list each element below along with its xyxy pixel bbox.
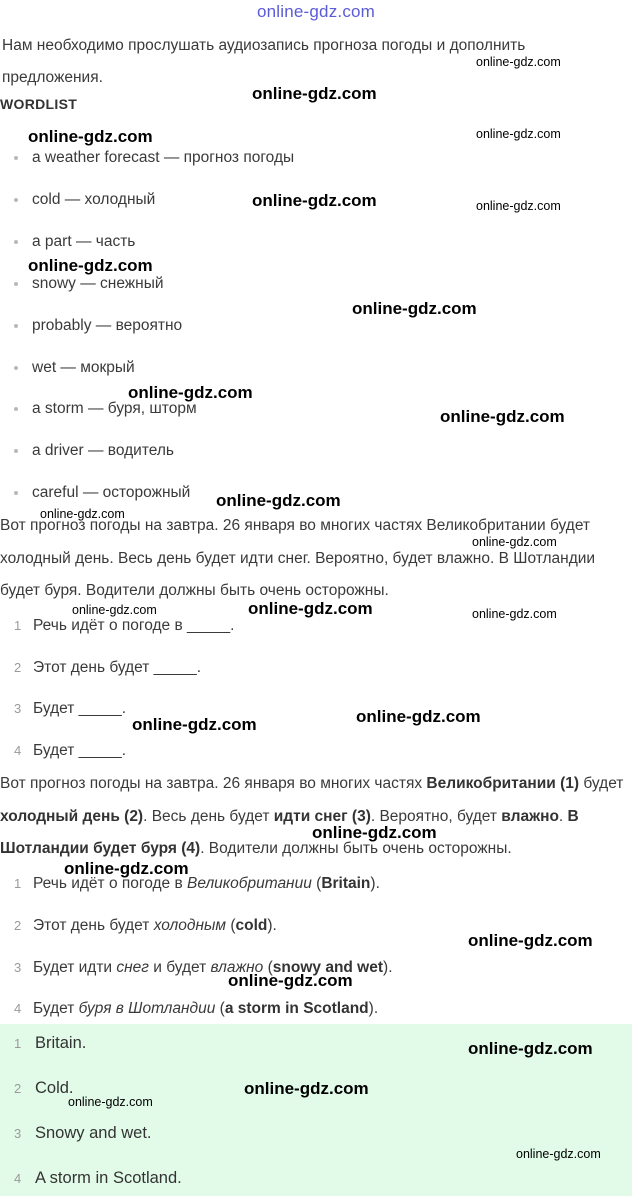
watermark: online-gdz.com — [64, 859, 189, 878]
intro-text: Нам необходимо прослушать аудиозапись прогноза погоды и дополнить предложения. — [2, 37, 526, 86]
watermark: online-gdz.com — [472, 535, 557, 549]
explanation-text: Вот прогноз погоды на завтра. 26 января во многих частях Великобритании (1) будет холодный день (2). Весь день будет идти снег (3). Вероятно, будет влажно. В Шотландии будет буря (4). Водители должны быть очень осторожны. — [0, 775, 624, 857]
question-text: Речь идёт о погоде в _____. — [33, 617, 235, 634]
wordlist-item-text: probably — вероятно — [32, 317, 183, 334]
solved-item: 1 Речь идёт о погоде в Великобритании (Britain). — [14, 875, 380, 892]
watermark: online-gdz.com — [468, 931, 593, 950]
question-number: 2 — [14, 660, 22, 675]
bullet-icon — [14, 282, 18, 286]
bullet-icon — [14, 240, 18, 244]
solved-item: 3 Будет идти снег и будет влажно (snowy and wet). — [14, 959, 393, 976]
wordlist-item — [14, 275, 164, 293]
watermark: online-gdz.com — [252, 191, 377, 210]
wordlist-item — [14, 317, 182, 335]
wordlist-title: WORDLIST — [0, 96, 78, 112]
wordlist-item-text: a part — часть — [32, 233, 136, 250]
watermark: online-gdz.com — [472, 607, 557, 621]
watermark: online-gdz.com — [132, 715, 257, 734]
watermark: online-gdz.com — [352, 299, 477, 318]
question-item — [14, 700, 126, 718]
wordlist-item-text: wet — мокрый — [32, 359, 135, 376]
wordlist-item — [14, 359, 135, 377]
question-number: 3 — [14, 701, 22, 716]
bullet-icon — [14, 491, 18, 495]
watermark: online-gdz.com — [516, 1147, 601, 1161]
forecast-text: Вот прогноз погоды на завтра. 26 января во многих частях Великобритании будет холодный день. Весь день будет идти снег. Вероятно, будет влажно. В Шотландии будет буря. Водители должны быть очень осторожны. — [0, 517, 596, 599]
watermark: online-gdz.com — [476, 55, 561, 69]
watermark: online-gdz.com — [40, 507, 125, 521]
watermark: online-gdz.com — [68, 1095, 153, 1109]
header-watermark: online-gdz.com — [256, 2, 376, 21]
wordlist-item — [14, 149, 294, 167]
wordlist-item — [14, 442, 174, 460]
watermark: online-gdz.com — [128, 383, 253, 402]
wordlist-item-text: a weather forecast — прогноз погоды — [32, 149, 295, 166]
wordlist-item — [14, 233, 135, 251]
question-item — [14, 617, 234, 635]
question-text: Будет _____. — [33, 700, 127, 717]
watermark: online-gdz.com — [468, 1039, 593, 1058]
bullet-icon — [14, 156, 18, 160]
wordlist-item — [14, 191, 155, 209]
watermark: online-gdz.com — [244, 1079, 369, 1098]
question-text: Этот день будет _____. — [33, 659, 202, 676]
watermark: online-gdz.com — [228, 971, 353, 990]
watermark: online-gdz.com — [72, 603, 157, 617]
wordlist-item-text: a driver — водитель — [32, 442, 174, 459]
bullet-icon — [14, 198, 18, 202]
answer-item: 2 Cold. — [14, 1079, 74, 1097]
wordlist-item-text: careful — осторожный — [32, 484, 191, 501]
watermark: online-gdz.com — [28, 256, 153, 275]
wordlist-item-text: snowy — снежный — [32, 275, 164, 292]
watermark: online-gdz.com — [216, 491, 341, 510]
question-number: 4 — [14, 743, 22, 758]
answer-item: 4 A storm in Scotland. — [14, 1169, 182, 1187]
watermark: online-gdz.com — [312, 823, 437, 842]
watermark: online-gdz.com — [248, 599, 373, 618]
watermark: online-gdz.com — [476, 127, 561, 141]
wordlist-item-text: cold — холодный — [32, 191, 156, 208]
bullet-icon — [14, 324, 18, 328]
question-text: Будет _____. — [33, 742, 127, 759]
watermark: online-gdz.com — [252, 84, 377, 103]
question-item — [14, 742, 126, 760]
watermark: online-gdz.com — [28, 127, 153, 146]
bullet-icon — [14, 449, 18, 453]
solved-item: 4 Будет буря в Шотландии (a storm in Scotland). — [14, 1000, 379, 1017]
watermark: online-gdz.com — [356, 707, 481, 726]
answer-item: 1 Britain. — [14, 1034, 87, 1052]
watermark: online-gdz.com — [440, 407, 565, 426]
bullet-icon — [14, 366, 18, 370]
question-item — [14, 659, 201, 677]
wordlist-item — [14, 484, 190, 502]
bullet-icon — [14, 407, 18, 411]
watermark: online-gdz.com — [476, 199, 561, 213]
solved-item: 2 Этот день будет холодным (cold). — [14, 917, 277, 934]
wordlist-item-text: a storm — буря, шторм — [32, 400, 197, 417]
question-number: 1 — [14, 618, 22, 633]
answer-item: 3 Snowy and wet. — [14, 1124, 152, 1142]
